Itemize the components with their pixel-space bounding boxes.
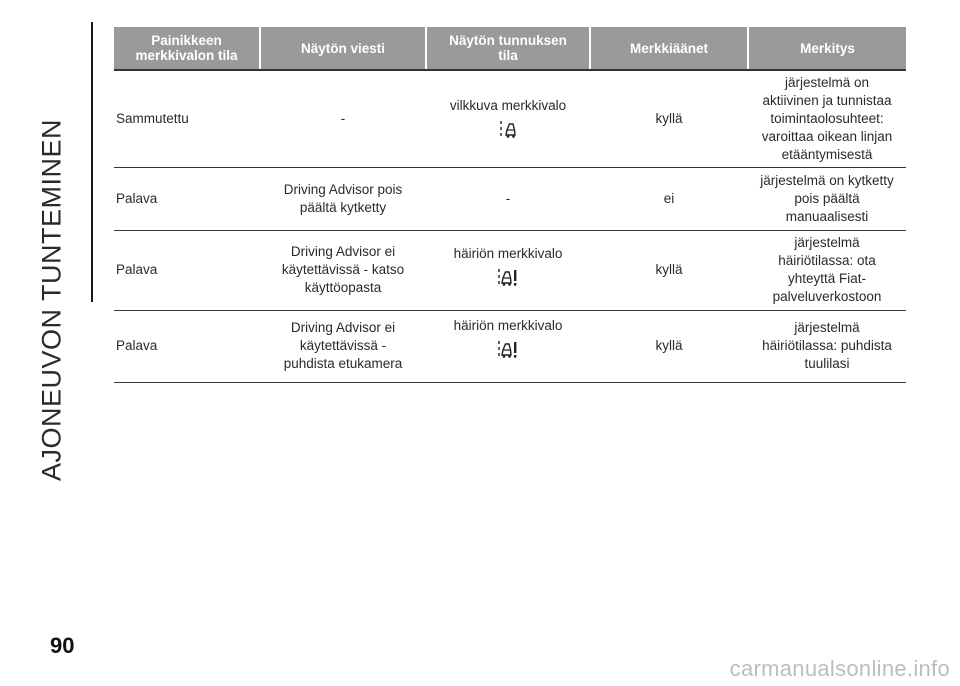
page-number: 90	[50, 633, 75, 658]
cell-display-message: Driving Advisor ei käytettävissä - puhdista etukamera	[260, 310, 426, 382]
symbol-label: vilkkuva merkkivalo	[449, 97, 567, 113]
table-header-row	[114, 27, 906, 70]
table-row	[114, 70, 906, 167]
cell-meaning: järjestelmä on kytketty pois päältä manuaalisesti	[748, 167, 906, 230]
cell-symbol-state	[426, 310, 590, 382]
cell-sounds: ei	[590, 167, 748, 230]
watermark: carmanualsonline.info	[729, 656, 950, 681]
lane-departure-fault-icon	[497, 267, 519, 289]
cell-display-message: Driving Advisor pois päältä kytketty	[260, 167, 426, 230]
cell-light-state: Palava	[114, 230, 260, 310]
cell-meaning: järjestelmä häiriötilassa: puhdista tuulilasi	[748, 310, 906, 382]
header-symbol-state: Näytön tunnuksen tila	[426, 27, 590, 70]
cell-symbol-state	[426, 70, 590, 167]
header-sounds: Merkkiäänet	[590, 27, 748, 70]
cell-meaning: järjestelmä häiriötilassa: ota yhteyttä Fiat-palveluverkostoon	[748, 230, 906, 310]
cell-sounds: kyllä	[590, 70, 748, 167]
table-row	[114, 167, 906, 230]
table-row	[114, 310, 906, 382]
cell-light-state: Palava	[114, 310, 260, 382]
header-display-message: Näytön viesti	[260, 27, 426, 70]
symbol-label: häiriön merkkivalo	[453, 317, 563, 333]
table-row	[114, 230, 906, 310]
cell-sounds: kyllä	[590, 310, 748, 382]
section-divider	[91, 22, 93, 302]
driving-advisor-status-table	[114, 27, 906, 383]
cell-display-message: Driving Advisor ei käytettävissä - katso käyttöopasta	[260, 230, 426, 310]
cell-display-message: -	[260, 70, 426, 167]
cell-light-state: Sammutettu	[114, 70, 260, 167]
header-meaning: Merkitys	[748, 27, 906, 70]
cell-sounds: kyllä	[590, 230, 748, 310]
symbol-label: häiriön merkkivalo	[453, 245, 563, 261]
section-title: AJONEUVON TUNTEMINEN	[36, 118, 67, 482]
header-button-light-state: Painikkeen merkkivalon tila	[114, 27, 260, 70]
lane-departure-icon	[497, 119, 519, 141]
cell-meaning: järjestelmä on aktiivinen ja tunnistaa toimintaolosuhteet: varoittaa oikean linjan etääntymisestä	[748, 70, 906, 167]
cell-light-state: Palava	[114, 167, 260, 230]
cell-symbol-state: -	[426, 167, 590, 230]
cell-symbol-state	[426, 230, 590, 310]
lane-departure-fault-icon	[497, 339, 519, 361]
